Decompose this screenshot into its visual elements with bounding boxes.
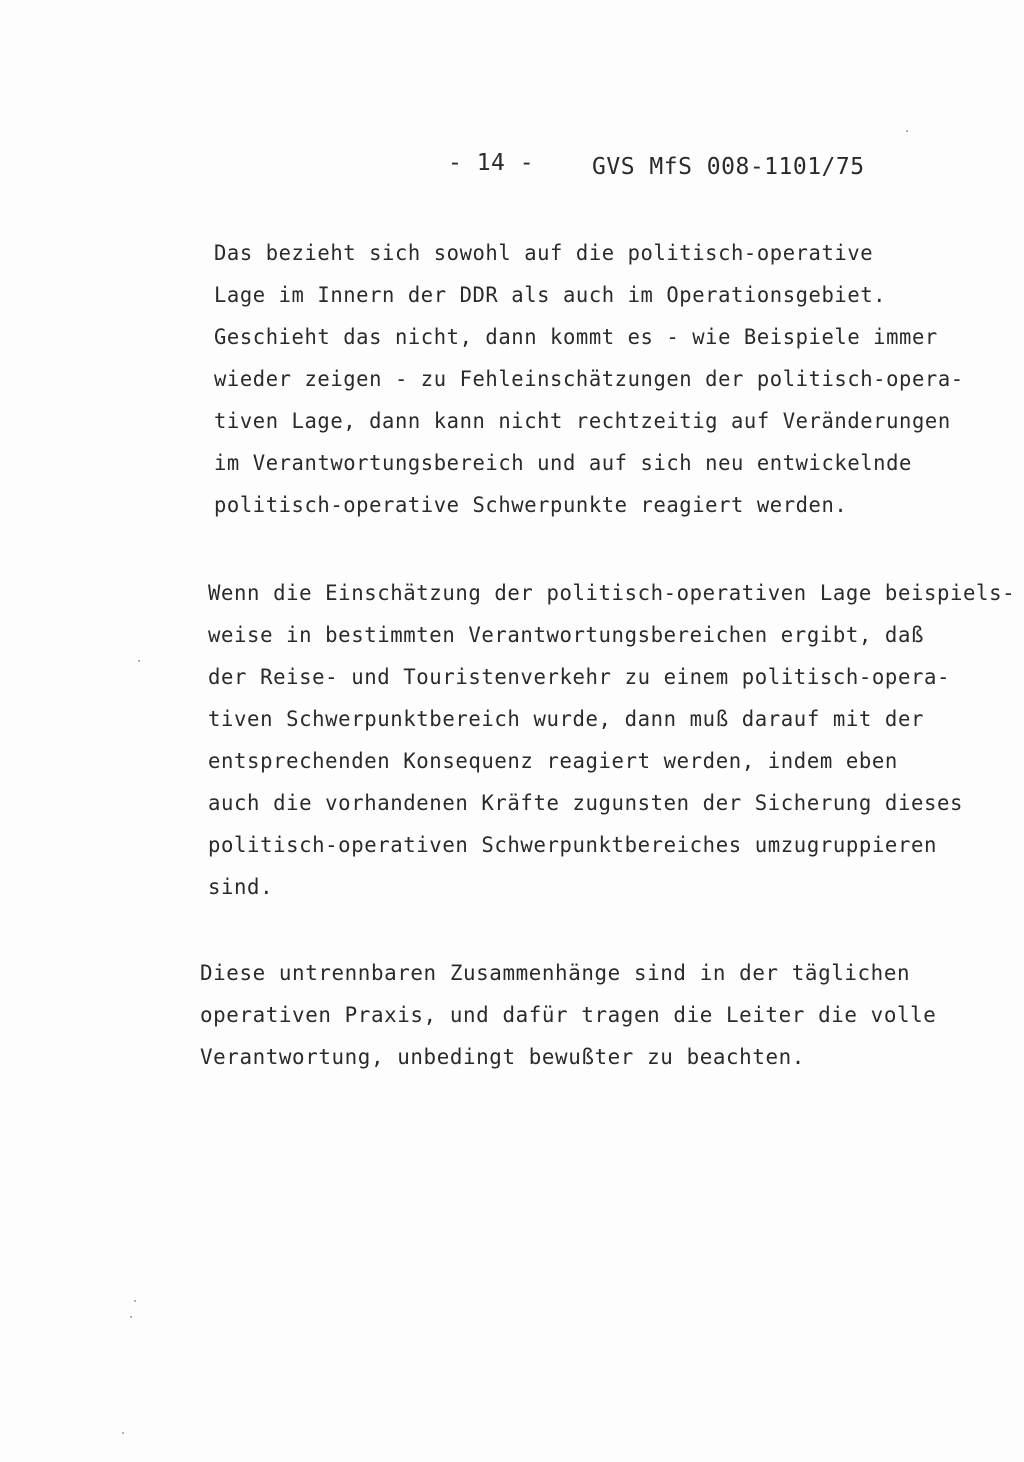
text-line: Geschieht das nicht, dann kommt es - wie Beispiele immer bbox=[214, 325, 938, 349]
text-line: weise in bestimmten Verantwortungsbereichen ergibt, daß bbox=[208, 623, 924, 647]
text-line: entsprechenden Konsequenz reagiert werden, indem eben bbox=[208, 749, 898, 773]
scan-speck bbox=[130, 1316, 132, 1318]
page-number: - 14 - bbox=[448, 150, 535, 176]
text-line: politisch-operativen Schwerpunktbereiches umzugruppieren bbox=[208, 833, 938, 857]
text-line: Diese untrennbaren Zusammenhänge sind in der täglichen bbox=[200, 961, 911, 985]
text-line: politisch-operative Schwerpunkte reagiert werden. bbox=[214, 493, 848, 517]
page-header bbox=[0, 142, 1024, 182]
document-reference: GVS MfS 008-1101/75 bbox=[592, 154, 865, 180]
paragraph-2 bbox=[208, 572, 1024, 908]
text-line: Lage im Innern der DDR als auch im Operationsgebiet. bbox=[214, 283, 887, 307]
scan-speck bbox=[906, 130, 908, 132]
text-line: operativen Praxis, und dafür tragen die Leiter die volle bbox=[200, 1003, 937, 1027]
text-line: der Reise- und Touristenverkehr zu einem politisch-opera- bbox=[208, 665, 951, 689]
text-line: auch die vorhandenen Kräfte zugunsten der Sicherung dieses bbox=[208, 791, 964, 815]
text-line: Wenn die Einschätzung der politisch-operativen Lage beispiels- bbox=[208, 581, 1016, 605]
paragraph-1 bbox=[214, 232, 1024, 526]
text-line: Verantwortung, unbedingt bewußter zu beachten. bbox=[200, 1045, 805, 1069]
text-line: wieder zeigen - zu Fehleinschätzungen der politisch-opera- bbox=[214, 367, 964, 391]
paragraph-3 bbox=[200, 952, 1020, 1078]
text-line: tiven Lage, dann kann nicht rechtzeitig auf Veränderungen bbox=[214, 409, 951, 433]
text-line: tiven Schwerpunktbereich wurde, dann muß darauf mit der bbox=[208, 707, 924, 731]
text-line: Das bezieht sich sowohl auf die politisch-operative bbox=[214, 241, 874, 265]
text-line: im Verantwortungsbereich und auf sich neu entwickelnde bbox=[214, 451, 912, 475]
scan-speck bbox=[138, 660, 140, 662]
text-line: sind. bbox=[208, 875, 274, 899]
scan-speck bbox=[134, 1300, 136, 1302]
scan-speck bbox=[122, 1432, 124, 1434]
